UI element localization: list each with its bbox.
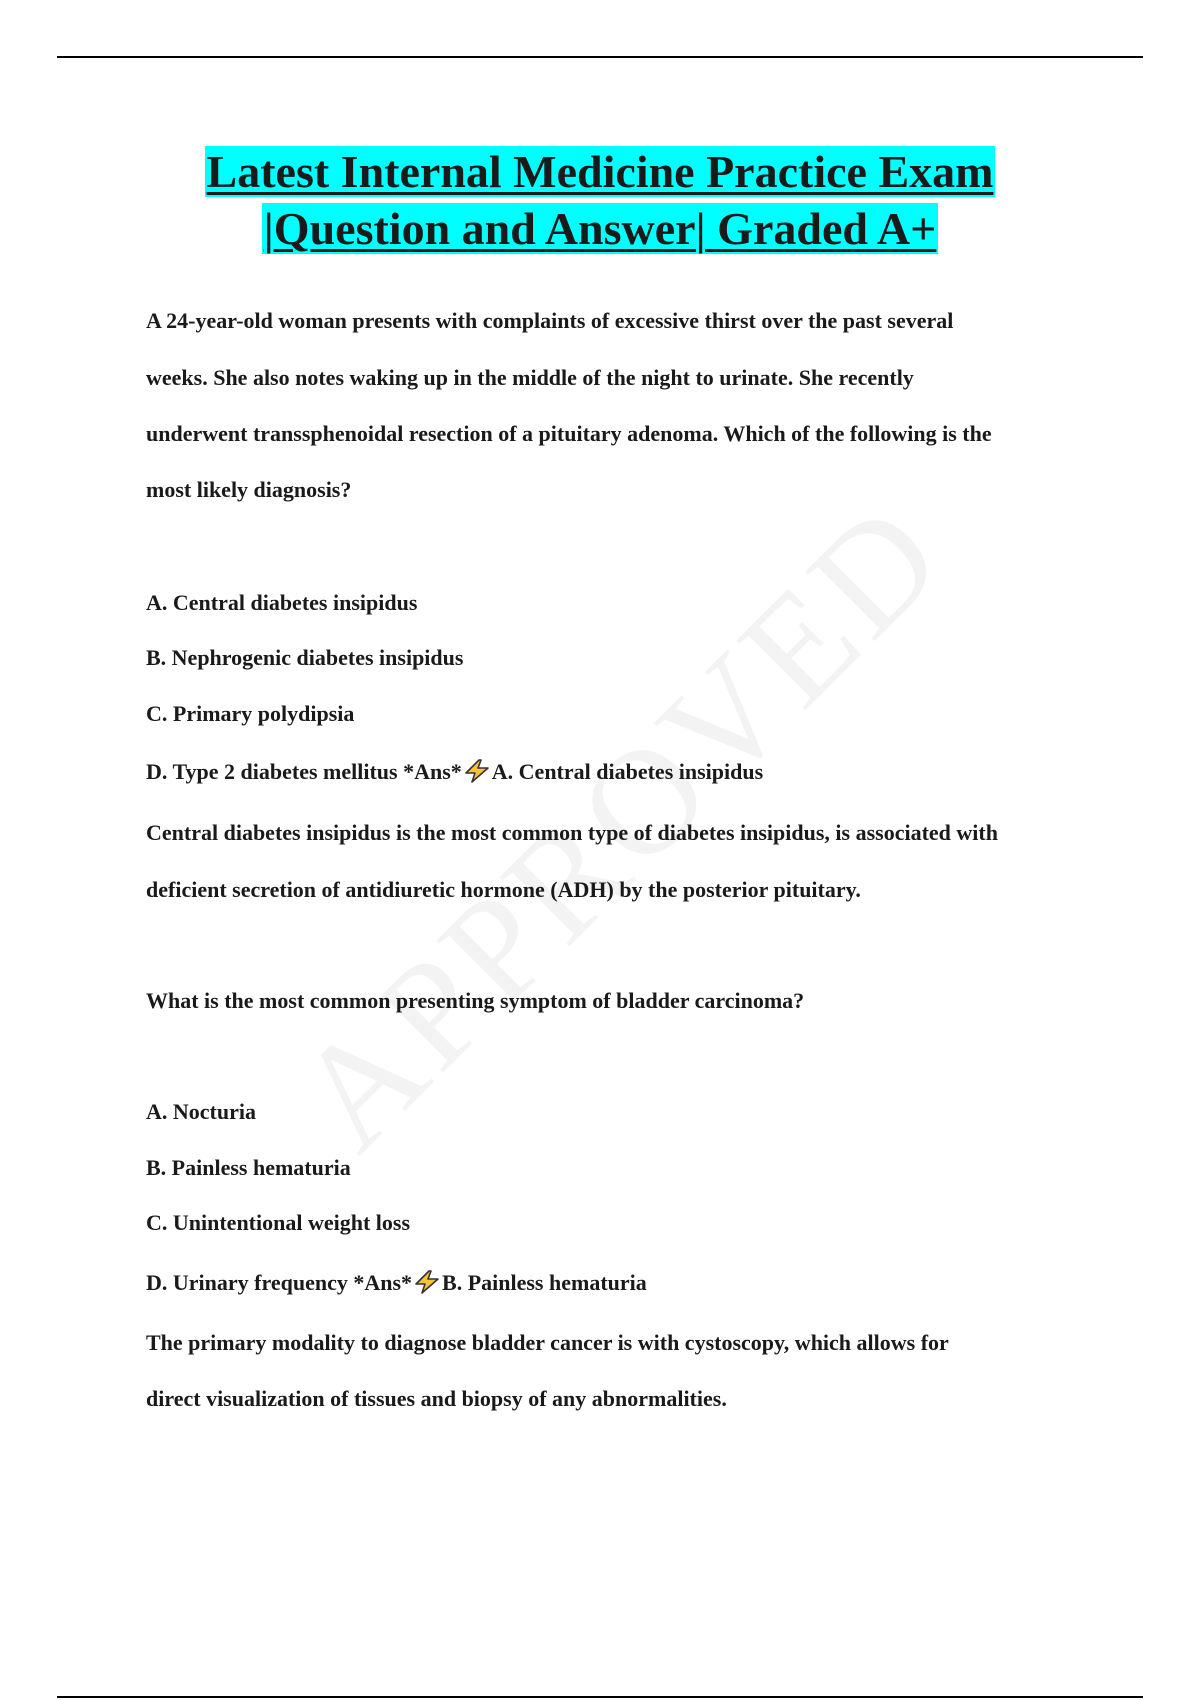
page-title <box>0 143 1200 257</box>
question-2-explanation-line: The primary modality to diagnose bladder cancer is with cystoscopy, which allows for <box>146 1330 949 1355</box>
question-2-answer: B. Painless hematuria <box>442 1270 647 1295</box>
question-1-option-c: C. Primary polydipsia <box>146 701 355 726</box>
question-2-option-d-answer <box>146 1270 647 1296</box>
question-1-answer: A. Central diabetes insipidus <box>491 759 764 784</box>
title-line-2: |Question and Answer| Graded A+ <box>263 203 937 254</box>
question-2-option-b: B. Painless hematuria <box>146 1155 351 1180</box>
question-1-option-d: D. Type 2 diabetes mellitus *Ans* <box>146 759 462 784</box>
title-line-1: Latest Internal Medicine Practice Exam <box>206 146 994 197</box>
lightning-bolt-icon <box>412 1270 442 1294</box>
lightning-bolt-icon <box>462 759 492 783</box>
question-1-explanation-line: Central diabetes insipidus is the most common type of diabetes insipidus, is associated with <box>146 820 998 845</box>
question-1-stem-line: underwent transsphenoidal resection of a pituitary adenoma. Which of the following is the <box>146 421 992 446</box>
lightning-bolt-shape <box>416 1271 438 1293</box>
question-1-stem-line: A 24-year-old woman presents with complaints of excessive thirst over the past several <box>146 308 954 333</box>
lightning-bolt-shape <box>466 760 488 782</box>
question-1-stem-line: weeks. She also notes waking up in the middle of the night to urinate. She recently <box>146 365 914 390</box>
question-2-stem-line: What is the most common presenting symptom of bladder carcinoma? <box>146 988 805 1013</box>
question-1-stem-line: most likely diagnosis? <box>146 477 352 502</box>
question-1-option-a: A. Central diabetes insipidus <box>146 590 418 615</box>
question-1-option-b: B. Nephrogenic diabetes insipidus <box>146 645 464 670</box>
question-1-explanation-line: deficient secretion of antidiuretic hormone (ADH) by the posterior pituitary. <box>146 877 861 902</box>
question-2-explanation-line: direct visualization of tissues and biopsy of any abnormalities. <box>146 1386 727 1411</box>
question-2-option-a: A. Nocturia <box>146 1099 256 1124</box>
bottom-rule <box>57 1696 1143 1698</box>
top-rule <box>57 56 1143 58</box>
question-1-option-d-answer <box>146 759 763 785</box>
question-2-option-c: C. Unintentional weight loss <box>146 1210 411 1235</box>
question-2-option-d: D. Urinary frequency *Ans* <box>146 1270 413 1295</box>
